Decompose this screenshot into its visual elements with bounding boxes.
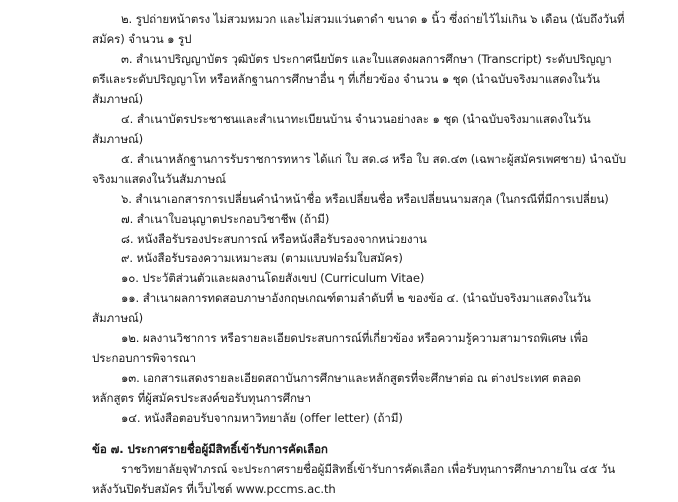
item-3-line-1: ๓. สำเนาปริญญาบัตร วุฒิบัตร ประกาศนียบัตร และใบแสดงผลการศึกษา (Transcript) ระดับปริญญา (121, 52, 612, 66)
item-6-line-1: ๖. สำเนาเอกสารการเปลี่ยนคำนำหน้าชื่อ หรือเปลี่ยนชื่อ หรือเปลี่ยนนามสกุล (ในกรณีที่มีการเปลี่ยน) (121, 192, 609, 206)
item-4-line-2: สัมภาษณ์) (92, 132, 144, 146)
item-3-line-3: สัมภาษณ์) (92, 92, 144, 106)
item-5-line-1: ๕. สำเนาหลักฐานการรับราชการทหาร ได้แก่ ใบ สด.๘ หรือ ใบ สด.๔๓ (เฉพาะผู้สมัครเพศชาย) นำฉบับ (121, 152, 627, 166)
item-13-line-1: ๑๓. เอกสารแสดงรายละเอียดสถาบันการศึกษาและหลักสูตรที่จะศึกษาต่อ ณ ต่างประเทศ ตลอด (121, 371, 581, 385)
item-2-line-2: สมัคร) จำนวน ๑ รูป (92, 32, 192, 46)
item-11-line-1: ๑๑. สำเนาผลการทดสอบภาษาอังกฤษเกณฑ์ตามลำดับที่ ๒ ของข้อ ๔. (นำฉบับจริงมาแสดงในวัน (121, 291, 591, 305)
item-11-line-2: สัมภาษณ์) (92, 311, 144, 325)
item-10-line-1: ๑๐. ประวัติส่วนตัวและผลงานโดยสังเขป (Curriculum Vitae) (121, 271, 425, 285)
item-8-line-1: ๘. หนังสือรับรองประสบการณ์ หรือหนังสือรับรองจากหน่วยงาน (121, 232, 427, 246)
section-body-line-1: ราชวิทยาลัยจุฬาภรณ์ จะประกาศรายชื่อผู้มีสิทธิ์เข้ารับการคัดเลือก เพื่อรับทุนการศึกษาภายใน ๔๕ วัน (121, 462, 616, 476)
item-2-line-1: ๒. รูปถ่ายหน้าตรง ไม่สวมหมวก และไม่สวมแว่นตาดำ ขนาด ๑ นิ้ว ซึ่งถ่ายไว้ไม่เกิน ๖ เดือน (นับถึงวันที่ (121, 12, 625, 26)
item-12-line-2: ประกอบการพิจารณา (92, 351, 196, 365)
section-body-line-2: หลังวันปิดรับสมัคร ที่เว็บไซต์ www.pccms.ac.th (92, 482, 336, 496)
item-5-line-2: จริงมาแสดงในวันสัมภาษณ์ (92, 172, 226, 186)
item-12-line-1: ๑๒. ผลงานวิชาการ หรือรายละเอียดประสบการณ์ที่เกี่ยวข้อง หรือความรู้ความสามารถพิเศษ เพื่อ (121, 331, 589, 345)
item-14-line-1: ๑๔. หนังสือตอบรับจากมหาวิทยาลัย (offer letter) (ถ้ามี) (121, 411, 403, 425)
section-heading: ข้อ ๗. ประกาศรายชื่อผู้มีสิทธิ์เข้ารับการคัดเลือก (92, 442, 328, 456)
item-3-line-2: ตรีและระดับปริญญาโท หรือหลักฐานการศึกษาอื่น ๆ ที่เกี่ยวข้อง จำนวน ๑ ชุด (นำฉบับจริงมาแสดงในวัน (92, 72, 600, 86)
item-9-line-1: ๙. หนังสือรับรองความเหมาะสม (ตามแบบฟอร์มใบสมัคร) (121, 251, 403, 265)
item-4-line-1: ๔. สำเนาบัตรประชาชนและสำเนาทะเบียนบ้าน จำนวนอย่างละ ๑ ชุด (นำฉบับจริงมาแสดงในวัน (121, 112, 591, 126)
item-7-line-1: ๗. สำเนาใบอนุญาตประกอบวิชาชีพ (ถ้ามี) (121, 212, 330, 226)
item-13-line-2: หลักสูตร ที่ผู้สมัครประสงค์ขอรับทุนการศึกษา (92, 391, 311, 405)
